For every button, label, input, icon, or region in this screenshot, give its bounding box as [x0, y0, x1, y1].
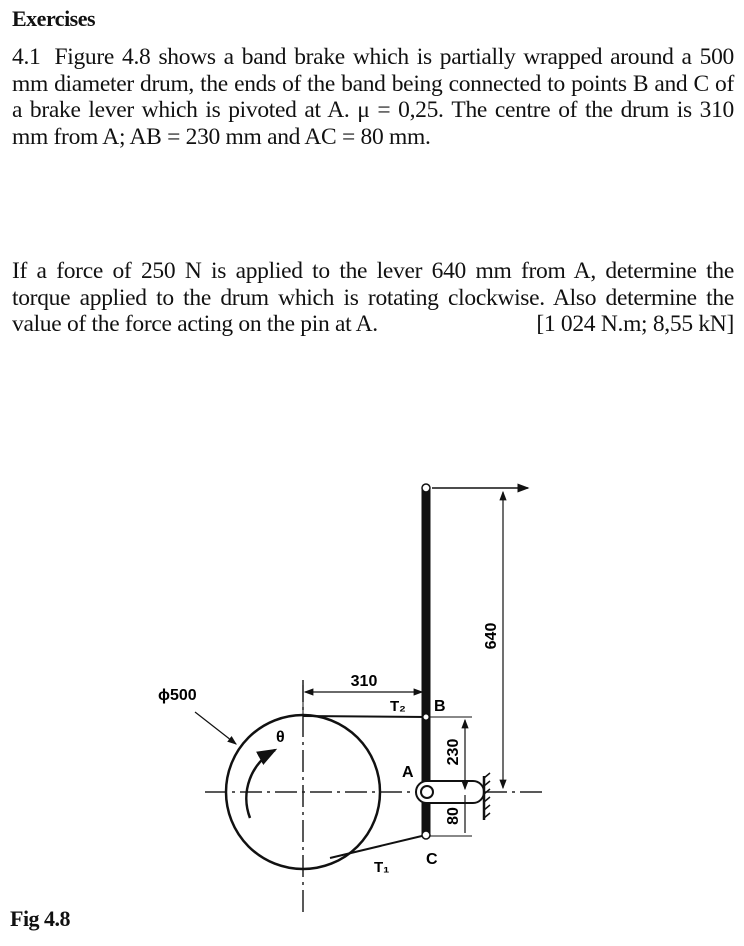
- diameter-label: ϕ500: [158, 687, 197, 704]
- pin-C: [422, 831, 430, 839]
- label-T2: T₂: [390, 698, 406, 715]
- dimension-230-label: 230: [445, 738, 462, 766]
- exercise-text-2: If a force of 250 N is applied to the lever 640 mm from A, determine the torque applied to the drum which is rotating clockwise. Also determine the value of the force acting on the pin at A.: [12, 258, 734, 337]
- figure-caption: Fig 4.8: [10, 906, 71, 931]
- exercise-text-1: Figure 4.8 shows a band brake which is partially wrapped around a 500 mm diameter drum, the ends of the band being connected to points B and C of a brake lever which is pivoted at A. μ = 0,25. The centre of the drum is 310 mm from A; AB = 230 mm and AC = 80 mm.: [12, 44, 734, 150]
- band-tight-side: [303, 716, 426, 717]
- pivot-A: [421, 786, 433, 798]
- rotation-arrow: [246, 750, 275, 818]
- dimension-640-label: 640: [483, 622, 500, 650]
- exercise-answer: [1 024 N.m; 8,55 kN]: [536, 311, 734, 337]
- label-T1: T₁: [374, 859, 390, 876]
- theta-label: θ: [276, 729, 285, 746]
- section-heading: Exercises: [12, 6, 96, 31]
- dimension-310-label: 310: [350, 673, 378, 690]
- band-slack-side: [330, 835, 426, 858]
- dimension-80-label: 80: [445, 807, 462, 825]
- pin-B: [423, 714, 429, 720]
- diameter-leader: [195, 712, 236, 744]
- label-B: B: [434, 698, 446, 715]
- lever-end-pin: [422, 484, 430, 492]
- label-C: C: [426, 851, 438, 868]
- label-A: A: [402, 764, 414, 781]
- exercise-number: 4.1: [12, 44, 41, 70]
